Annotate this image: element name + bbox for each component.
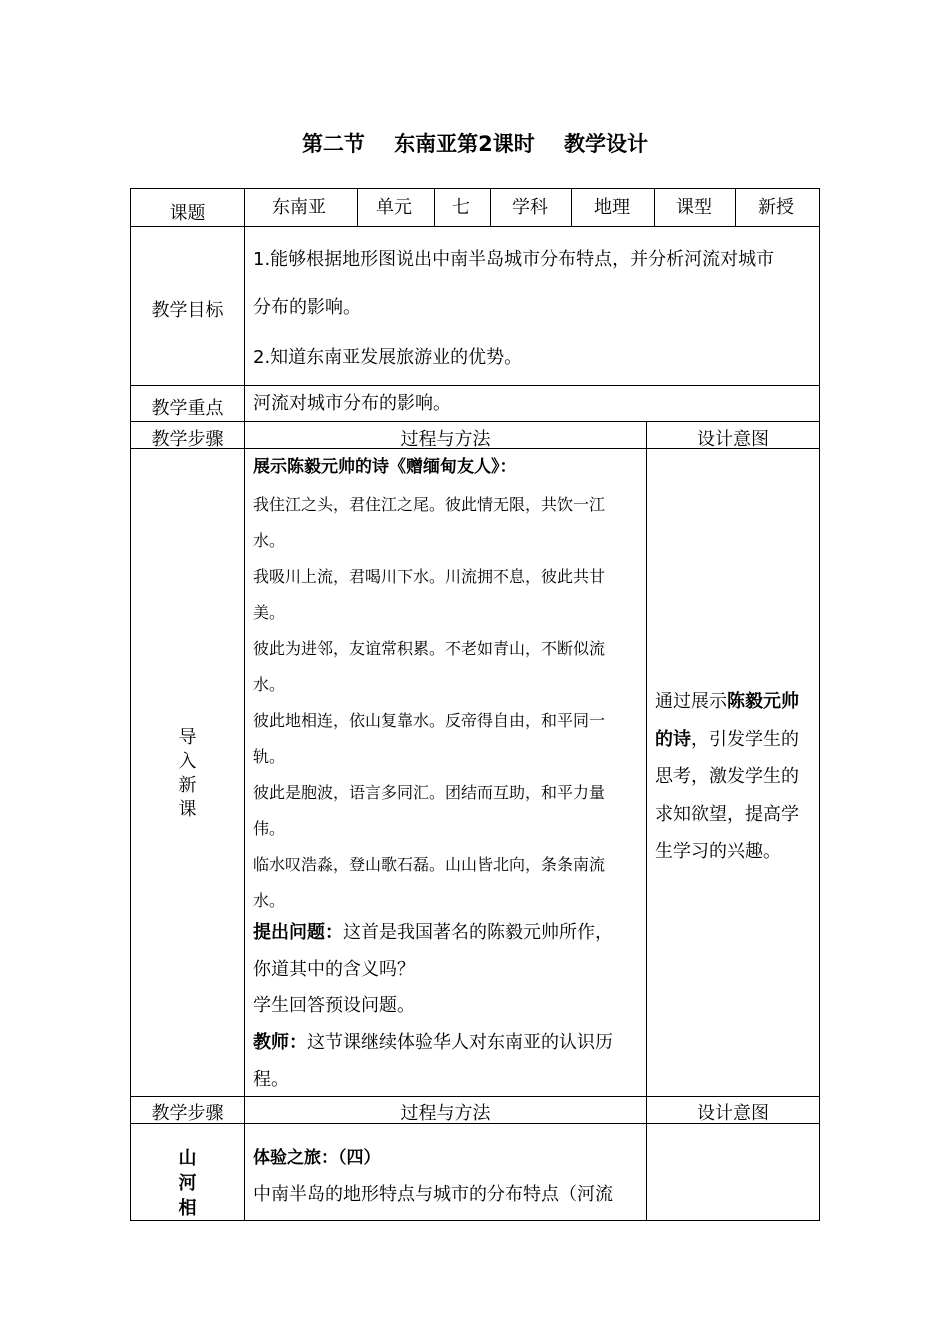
teacher-line-1 [253, 1028, 613, 1054]
poem-line: 临水叹浩淼，登山歌石磊。山山皆北向，条条南流 [253, 855, 606, 874]
key-point-label: 教学重点 [151, 398, 224, 419]
intent-line: 的诗，引发学生的 [655, 728, 799, 750]
mountain-line-1: 中南半岛的地形特点与城市的分布特点（河流 [253, 1184, 613, 1205]
objective-2: 2.知道东南亚发展旅游业的优势。 [253, 347, 523, 368]
intent-line: 思考，激发学生的 [655, 766, 799, 787]
poem-line: 我住江之头，君住江之尾。彼此情无限，共饮一江 [253, 495, 606, 514]
intent-line: 通过展示陈毅元帅 [655, 691, 799, 712]
type-label: 课型 [676, 197, 712, 218]
poem-line: 彼此是胞波，语言多同汇。团结而互助，和平力量 [253, 783, 606, 802]
intent-line: 生学习的兴趣。 [655, 841, 781, 862]
steps-header-1-col3: 设计意图 [697, 429, 769, 450]
poem-heading: 展示陈毅元帅的诗《赠缅甸友人》： [253, 457, 517, 477]
unit-label: 单元 [376, 197, 412, 218]
steps-header-2-col1: 教学步骤 [151, 1103, 224, 1124]
steps-header-1-col2: 过程与方法 [400, 429, 491, 450]
steps-header-1-col1: 教学步骤 [151, 429, 224, 450]
poem-line: 彼此为进邻，友谊常积累。不老如青山，不断似流 [253, 639, 606, 658]
poem-line: 水。 [253, 675, 286, 694]
intro-label-char: 导 [178, 727, 197, 748]
poem-line: 美。 [253, 603, 286, 622]
objectives-label: 教学目标 [151, 300, 224, 321]
poem-line: 水。 [253, 531, 286, 550]
key-point-value: 河流对城市分布的影响。 [253, 393, 451, 414]
question-text-1: 这首是我国著名的陈毅元帅所作， [343, 922, 613, 943]
poem-line: 彼此地相连，依山复靠水。反帝得自由，和平同一 [253, 711, 606, 730]
subject-value: 地理 [594, 197, 630, 218]
mountain-label-char: 山 [178, 1148, 197, 1169]
poem-line: 我吸川上流，君喝川下水。川流拥不息，彼此共甘 [253, 567, 606, 586]
mountain-label-char: 相 [178, 1198, 197, 1219]
intro-label-char: 新 [178, 775, 197, 796]
mountain-heading: 体验之旅：（四） [253, 1148, 381, 1168]
subject-label: 学科 [512, 197, 548, 218]
objective-1-line-1: 1.能够根据地形图说出中南半岛城市分布特点，并分析河流对城市 [253, 249, 775, 270]
mountain-section-label [131, 1146, 244, 1221]
poem-line: 轨。 [253, 747, 286, 766]
question-line-2: 你道其中的含义吗？ [253, 959, 415, 980]
intro-design-intent [655, 683, 799, 871]
topic-label: 课题 [169, 203, 206, 224]
poem-line: 伟。 [253, 819, 286, 838]
type-value: 新授 [758, 197, 794, 218]
steps-header-2-col3: 设计意图 [697, 1103, 769, 1124]
intro-label-char: 课 [178, 799, 197, 820]
objective-1-line-2: 分布的影响。 [253, 297, 361, 318]
question-label: 提出问题： [253, 922, 343, 943]
mountain-label-char: 河 [178, 1173, 197, 1194]
intro-section-label [131, 726, 244, 822]
intent-line: 求知欲望，提高学 [655, 803, 799, 825]
question-line-1 [253, 918, 613, 944]
student-answer: 学生回答预设问题。 [253, 995, 415, 1016]
intro-label-char: 入 [178, 751, 197, 772]
teacher-text-1: 这节课继续体验华人对东南亚的认识历 [307, 1032, 613, 1053]
poem-body [253, 487, 605, 919]
teacher-line-2: 程。 [253, 1069, 289, 1090]
steps-header-2-col2: 过程与方法 [400, 1103, 491, 1124]
unit-value: 七 [452, 197, 470, 218]
teacher-label: 教师： [253, 1032, 307, 1053]
document-title: 第二节 东南亚第2课时 教学设计 [301, 132, 649, 156]
topic-value: 东南亚 [272, 197, 326, 218]
poem-line: 水。 [253, 891, 286, 910]
